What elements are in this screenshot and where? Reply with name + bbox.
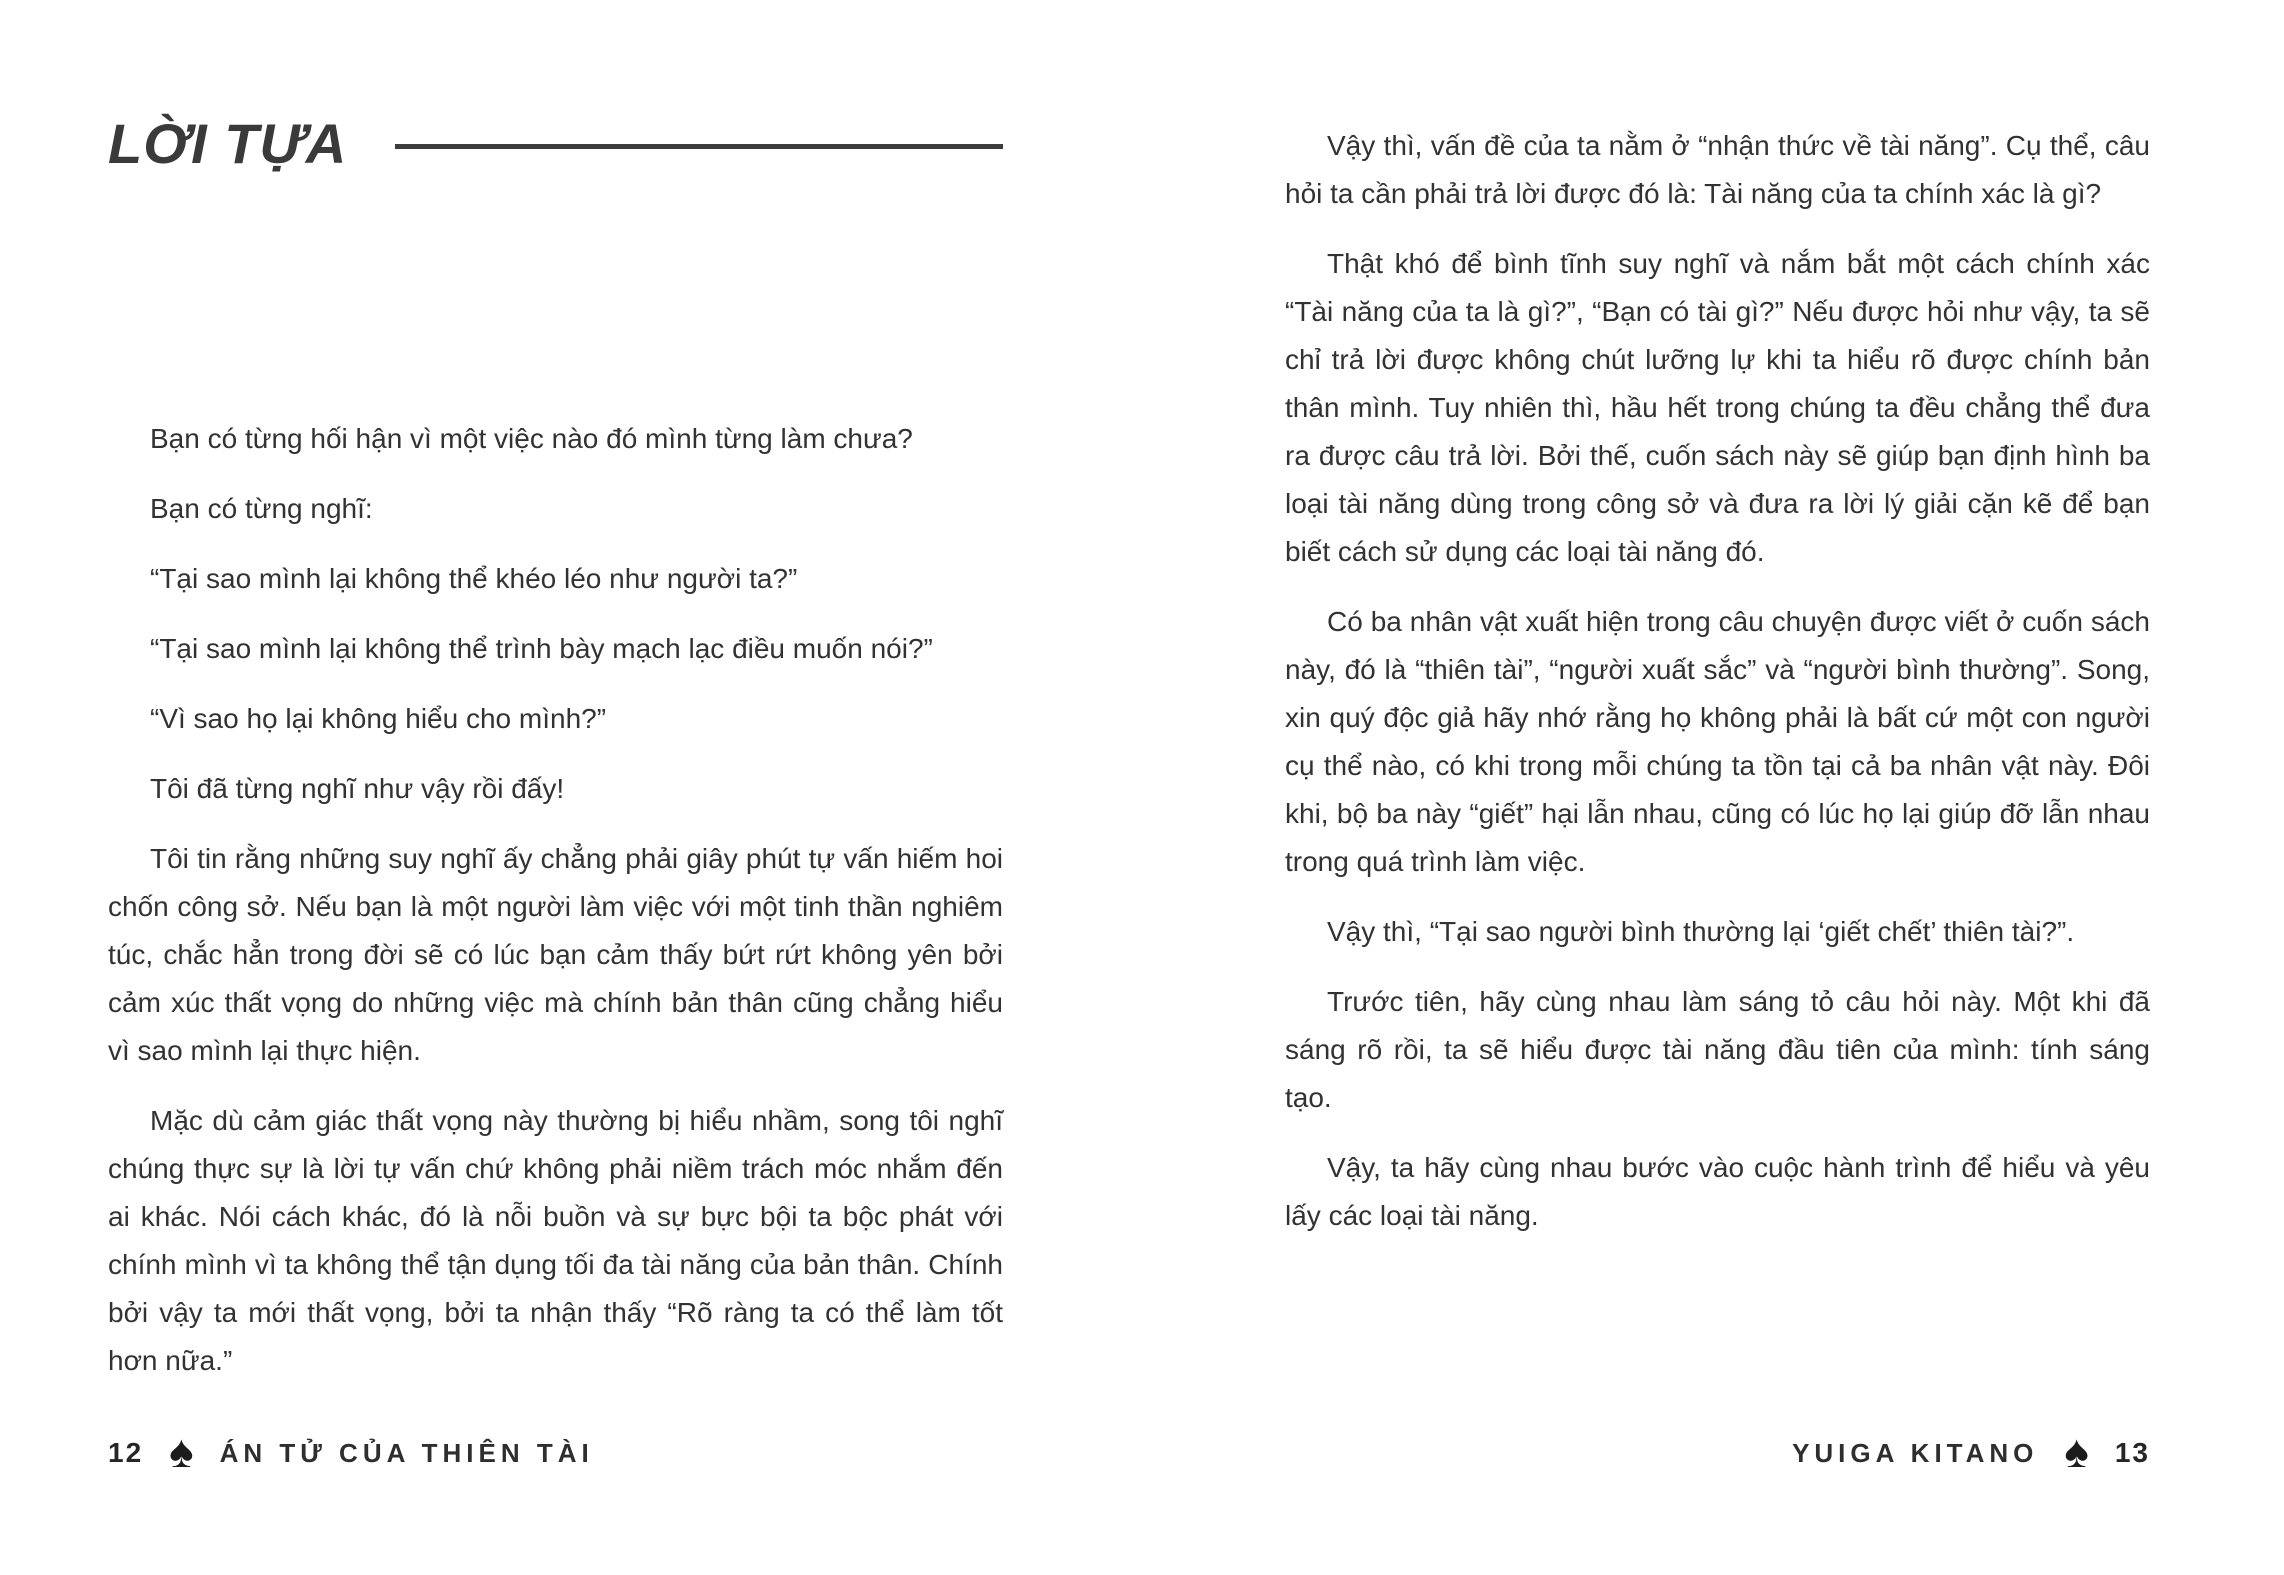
preface-header [108,112,1003,175]
paragraph: Thật khó để bình tĩnh suy nghĩ và nắm bắt một cách chính xác “Tài năng của ta là gì?”, “Bạn có tài gì?” Nếu được hỏi như vậy, ta sẽ chỉ trả lời được không chút lưỡng lự khi ta hiểu rõ được chính bản thân mình. Tuy nhiên thì, hầu hết trong chúng ta đều chẳng thể đưa ra được câu trả lời. Bởi thế, cuốn sách này sẽ giúp bạn định hình ba loại tài năng dùng trong công sở và đưa ra lời lý giải cặn kẽ để bạn biết cách sử dụng các loại tài năng đó. [1285,248,2150,567]
title-rule [395,144,1003,149]
left-page-body [108,415,1003,1407]
running-title-book: ÁN TỬ CỦA THIÊN TÀI [219,1437,594,1468]
paragraph: Trước tiên, hãy cùng nhau làm sáng tỏ câu hỏi này. Một khi đã sáng rõ rồi, ta sẽ hiểu được tài năng đầu tiên của mình: tính sáng tạo. [1285,986,2150,1113]
paragraph: Tôi đã từng nghĩ như vậy rồi đấy! [150,773,565,804]
paragraph: Bạn có từng nghĩ: [150,493,373,524]
paragraph: Vậy thì, “Tại sao người bình thường lại ‘giết chết’ thiên tài?”. [1327,916,2075,947]
paragraph: Tôi tin rằng những suy nghĩ ấy chẳng phải giây phút tự vấn hiếm hoi chốn công sở. Nếu bạn là một người làm việc với một tinh thần nghiêm túc, chắc hẳn trong đời sẽ có lúc bạn cảm thấy bứt rứt không yên bởi cảm xúc thất vọng do những việc mà chính bản thân cũng chẳng hiểu vì sao mình lại thực hiện. [108,843,1003,1066]
paragraph: “Tại sao mình lại không thể khéo léo như người ta?” [150,563,798,594]
paragraph: “Vì sao họ lại không hiểu cho mình?” [150,703,607,734]
left-page-footer [108,1425,1003,1477]
page-number: 12 [108,1437,144,1468]
right-page-body [1285,122,2150,1262]
paragraph: Vậy thì, vấn đề của ta nằm ở “nhận thức về tài năng”. Cụ thể, câu hỏi ta cần phải trả lời được đó là: Tài năng của ta chính xác là gì? [1285,130,2150,209]
spade-icon: ♠ [169,1425,194,1477]
running-title-author: YUIGA KITANO [1792,1437,2039,1468]
paragraph: Bạn có từng hối hận vì một việc nào đó mình từng làm chưa? [150,423,913,454]
page-title: LỜI TỰA [108,112,348,175]
page-right [1285,0,2150,1575]
paragraph: “Tại sao mình lại không thể trình bày mạch lạc điều muốn nói?” [150,633,933,664]
paragraph: Vậy, ta hãy cùng nhau bước vào cuộc hành trình để hiểu và yêu lấy các loại tài năng. [1285,1152,2150,1231]
spade-icon: ♠ [2064,1425,2089,1477]
paragraph: Mặc dù cảm giác thất vọng này thường bị hiểu nhầm, song tôi nghĩ chúng thực sự là lời tự vấn chứ không phải niềm trách móc nhắm đến ai khác. Nói cách khác, đó là nỗi buồn và sự bực bội ta bộc phát với chính mình vì ta không thể tận dụng tối đa tài năng của bản thân. Chính bởi vậy ta mới thất vọng, bởi ta nhận thấy “Rõ ràng ta có thể làm tốt hơn nữa.” [108,1105,1003,1376]
right-page-footer [1285,1425,2150,1477]
paragraph: Có ba nhân vật xuất hiện trong câu chuyện được viết ở cuốn sách này, đó là “thiên tài”, “người xuất sắc” và “người bình thường”. Song, xin quý độc giả hãy nhớ rằng họ không phải là bất cứ một con người cụ thể nào, có khi trong mỗi chúng ta tồn tại cả ba nhân vật này. Đôi khi, bộ ba này “giết” hại lẫn nhau, cũng có lúc họ lại giúp đỡ lẫn nhau trong quá trình làm việc. [1285,606,2150,877]
page-number: 13 [2114,1437,2150,1468]
page-left [108,0,1003,1575]
